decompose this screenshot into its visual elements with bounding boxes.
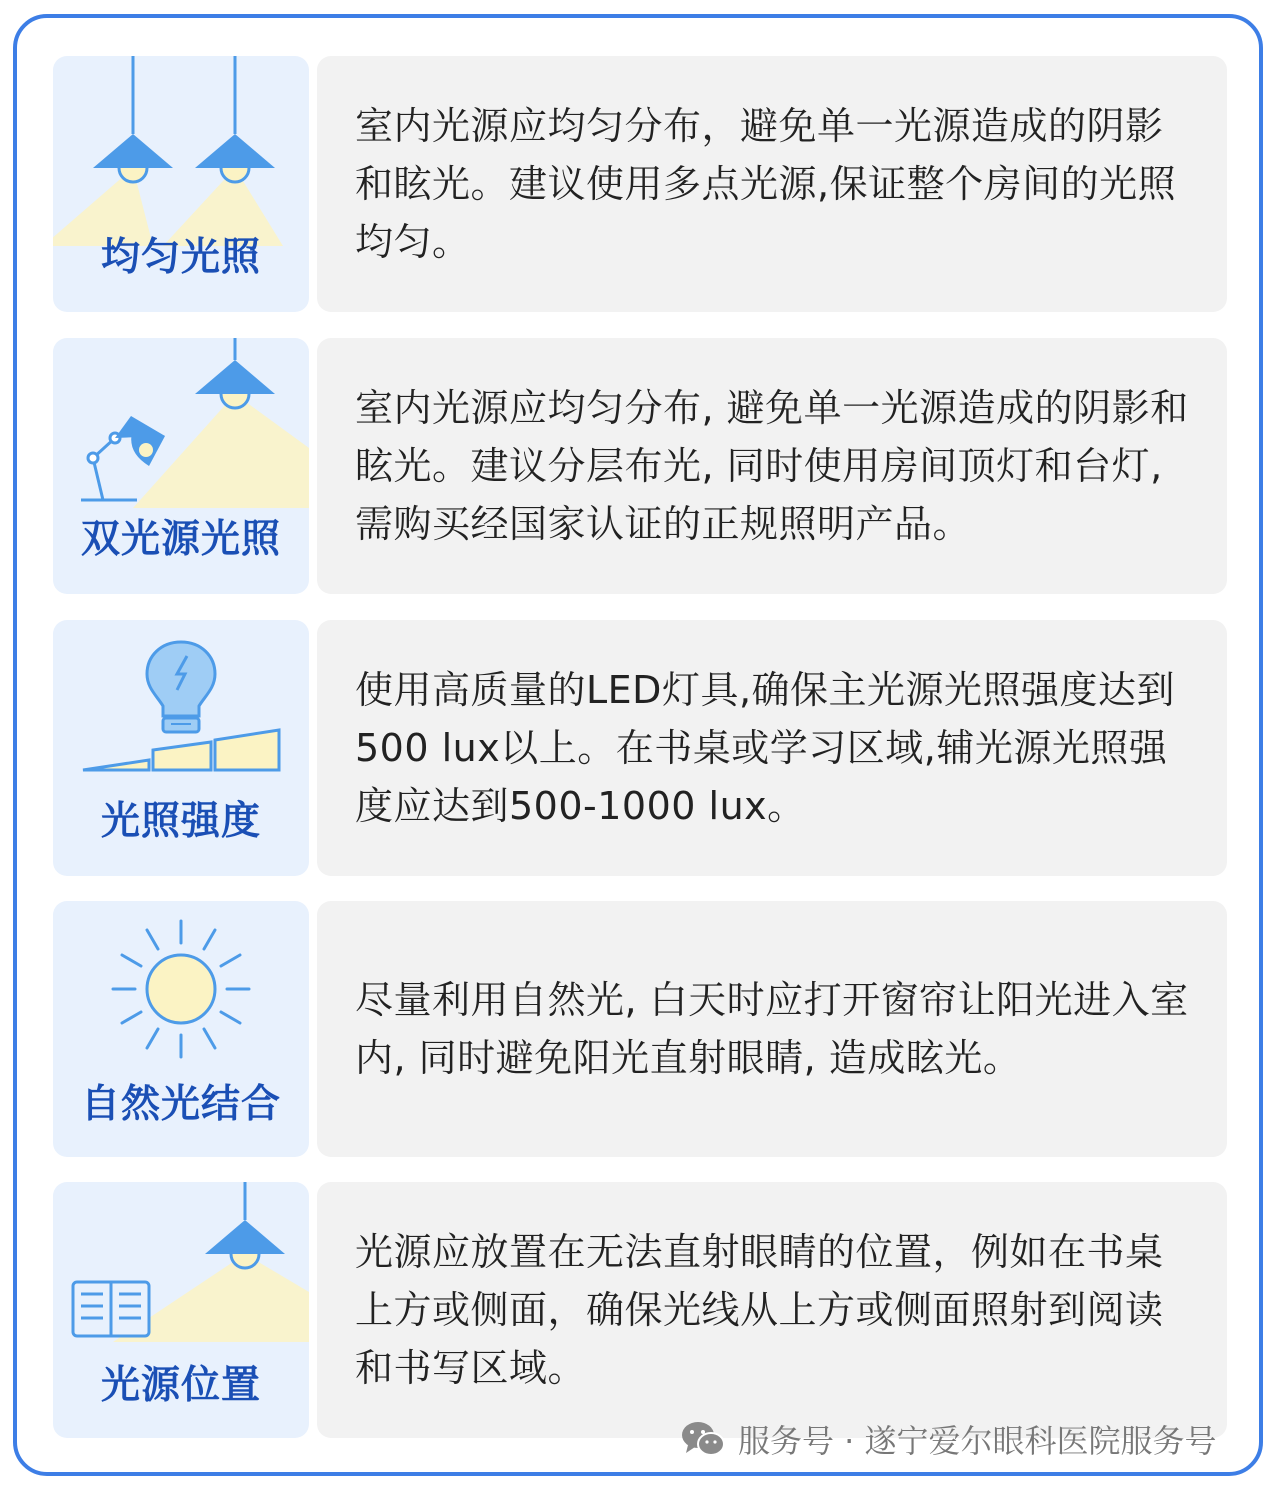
tip-label-card	[53, 56, 309, 312]
tip-description-card	[317, 901, 1227, 1157]
tip-label-card	[53, 338, 309, 594]
lamp-over-book-icon	[53, 1182, 309, 1372]
tip-title: 均匀光照	[100, 235, 261, 280]
tip-row-dual-light-source	[53, 338, 1227, 594]
footer-account	[680, 1414, 1217, 1464]
ceiling-and-desk-lamp-icon	[53, 338, 309, 528]
pendant-lamps-icon	[53, 56, 309, 246]
tip-row-light-position	[53, 1182, 1227, 1438]
tip-label-card	[53, 1182, 309, 1438]
tip-row-uniform-lighting	[53, 56, 1227, 312]
tip-description-card	[317, 56, 1227, 312]
sun-icon	[53, 901, 309, 1091]
tip-row-natural-light	[53, 901, 1227, 1157]
tip-description: 尽量利用自然光, 白天时应打开窗帘让阳光进入室内, 同时避免阳光直射眼睛, 造成眩光。	[355, 978, 1189, 1080]
tip-row-light-intensity	[53, 620, 1227, 876]
footer-text: 服务号 · 遂宁爱尔眼科医院服务号	[738, 1422, 1217, 1460]
tip-description: 室内光源应均匀分布，避免单一光源造成的阴影和眩光。建议使用多点光源,保证整个房间的光照均匀。	[355, 104, 1177, 264]
tip-title: 双光源光照	[80, 517, 281, 562]
tip-title: 光源位置	[100, 1363, 261, 1408]
tip-description-card	[317, 1182, 1227, 1438]
tip-description-card	[317, 620, 1227, 876]
tip-description: 使用高质量的LED灯具,确保主光源光照强度达到500 lux以上。在书桌或学习区域,辅光源光照强度应达到500-1000 lux。	[355, 668, 1176, 828]
tip-description: 光源应放置在无法直射眼睛的位置，例如在书桌上方或侧面，确保光线从上方或侧面照射到阅读和书写区域。	[355, 1230, 1164, 1390]
bulb-intensity-icon	[53, 620, 309, 810]
tip-description: 室内光源应均匀分布, 避免单一光源造成的阴影和眩光。建议分层布光, 同时使用房间顶灯和台灯, 需购买经国家认证的正规照明产品。	[355, 386, 1189, 546]
tip-title: 光照强度	[100, 799, 261, 844]
tip-label-card	[53, 620, 309, 876]
tip-title: 自然光结合	[80, 1082, 281, 1127]
tip-label-card	[53, 901, 309, 1157]
tip-description-card	[317, 338, 1227, 594]
wechat-icon	[680, 1419, 726, 1459]
